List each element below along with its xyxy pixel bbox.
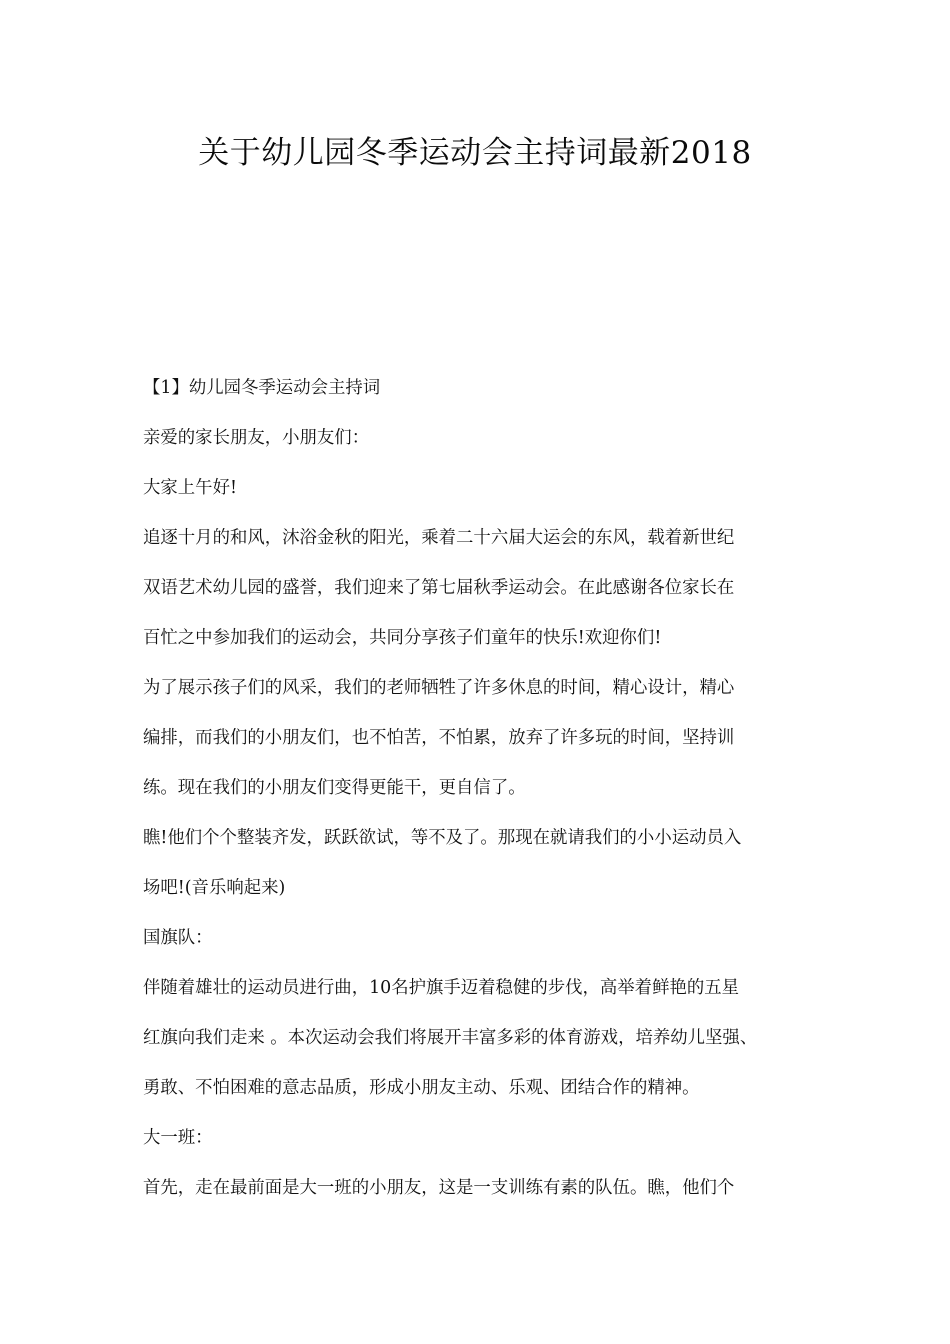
paragraph-line: 勇敢、不怕困难的意志品质，形成小朋友主动、乐观、团结合作的精神。 [143,1078,700,1098]
paragraph-line: 伴随着雄壮的运动员进行曲，10名护旗手迈着稳健的步伐，高举着鲜艳的五星 [143,978,740,998]
subheading-line: 大一班： [143,1128,213,1148]
paragraph-line: 编排，而我们的小朋友们，也不怕苦，不怕累，放弃了许多玩的时间，坚持训 [143,728,735,748]
document-body [143,368,828,1218]
paragraph-line: 双语艺术幼儿园的盛誉，我们迎来了第七届秋季运动会。在此感谢各位家长在 [143,578,735,598]
paragraph-line: 首先，走在最前面是大一班的小朋友，这是一支训练有素的队伍。瞧，他们个 [143,1178,735,1198]
paragraph-line: 百忙之中参加我们的运动会，共同分享孩子们童年的快乐!欢迎你们! [143,628,662,648]
subheading-line: 国旗队： [143,928,213,948]
paragraph-line: 场吧!(音乐响起来) [143,878,286,898]
paragraph-line: 红旗向我们走来 。本次运动会我们将展开丰富多彩的体育游戏，培养幼儿坚强、 [143,1028,758,1048]
document-title: 关于幼儿园冬季运动会主持词最新2018 [198,135,752,171]
greeting-line: 大家上午好! [143,478,237,498]
paragraph-line: 追逐十月的和风，沐浴金秋的阳光，乘着二十六届大运会的东风，载着新世纪 [143,528,735,548]
paragraph-line: 练。现在我们的小朋友们变得更能干，更自信了。 [143,778,526,798]
paragraph-line: 为了展示孩子们的风采，我们的老师牺牲了许多休息的时间，精心设计，精心 [143,678,735,698]
section-heading: 【1】幼儿园冬季运动会主持词 [143,378,381,398]
paragraph-line: 瞧!他们个个整装齐发，跃跃欲试，等不及了。那现在就请我们的小小运动员入 [143,828,742,848]
greeting-line: 亲爱的家长朋友，小朋友们： [143,428,370,448]
